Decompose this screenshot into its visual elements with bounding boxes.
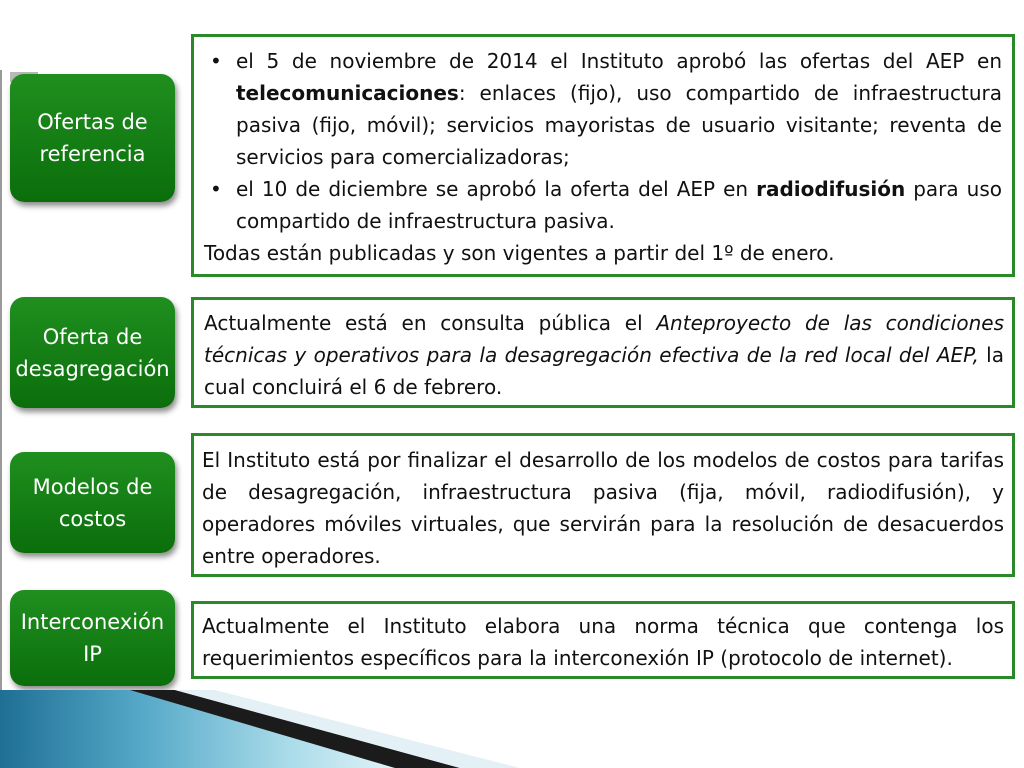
body-text: Actualmente el Instituto elabora una norma técnica que contenga los requerimientos específicos para la interconexión IP (protocolo de internet). [202, 614, 1004, 670]
label-line: Modelos de [32, 474, 153, 499]
bullet-icon: • [210, 49, 222, 73]
label-line: IP [83, 642, 102, 666]
label-line: Interconexión [20, 610, 165, 634]
body-text: El Instituto está por finalizar el desarrollo de los modelos de costos para tarifas de desagregación, infraestructura pasiva (fija, móvil, radiodifusión), y operadores móviles virtuales, que servirán para la resolución de desacuerdos entre operadores. [202, 448, 1004, 568]
bullet-icon: • [210, 177, 222, 201]
bullet-bold: radiodifusión [756, 177, 906, 201]
label-modelos-de-costos [10, 452, 175, 553]
bullet-text: el 10 de diciembre se aprobó la oferta del AEP en [236, 177, 757, 201]
label-line: desagregación [15, 356, 170, 381]
label-line: Oferta de [42, 324, 143, 349]
bullet-text: para uso compartido de infraestructura pasiva. [236, 177, 1003, 233]
bullet-bold: telecomunicaciones [236, 81, 459, 105]
box-oferta-de-desagregacion [191, 297, 1015, 408]
box-modelos-de-costos [191, 433, 1015, 577]
body-text: Actualmente está en consulta pública el [204, 311, 657, 335]
label-interconexion-ip [10, 590, 175, 686]
footer-decoration [0, 690, 1024, 768]
left-rule [0, 70, 2, 690]
body-text: la cual concluirá el 6 de febrero. [204, 343, 1004, 399]
label-ofertas-de-referencia [10, 74, 175, 202]
bullet-item [204, 45, 1002, 173]
label-line: Ofertas de [37, 110, 148, 134]
closing-text: Todas están publicadas y son vigentes a partir del 1º de enero. [204, 241, 835, 265]
label-oferta-de-desagregacion [10, 297, 175, 408]
bullet-text: el 5 de noviembre de 2014 el Instituto aprobó las ofertas del AEP en [236, 49, 1002, 73]
body-italic: Anteproyecto de las condiciones técnicas y operativos para la desagregación efectiva de la red local del AEP, [204, 311, 1005, 367]
box-interconexion-ip [191, 601, 1015, 679]
bullet-list [204, 45, 1002, 237]
bullet-text: : enlaces (fijo), uso compartido de infraestructura pasiva (fijo, móvil); servicios mayoristas de usuario visitante; reventa de servicios para comercializadoras; [236, 81, 1002, 169]
label-line: costos [58, 506, 127, 531]
box-ofertas-de-referencia [191, 34, 1015, 277]
bullet-item [204, 173, 1002, 237]
label-line: referencia [39, 142, 146, 166]
